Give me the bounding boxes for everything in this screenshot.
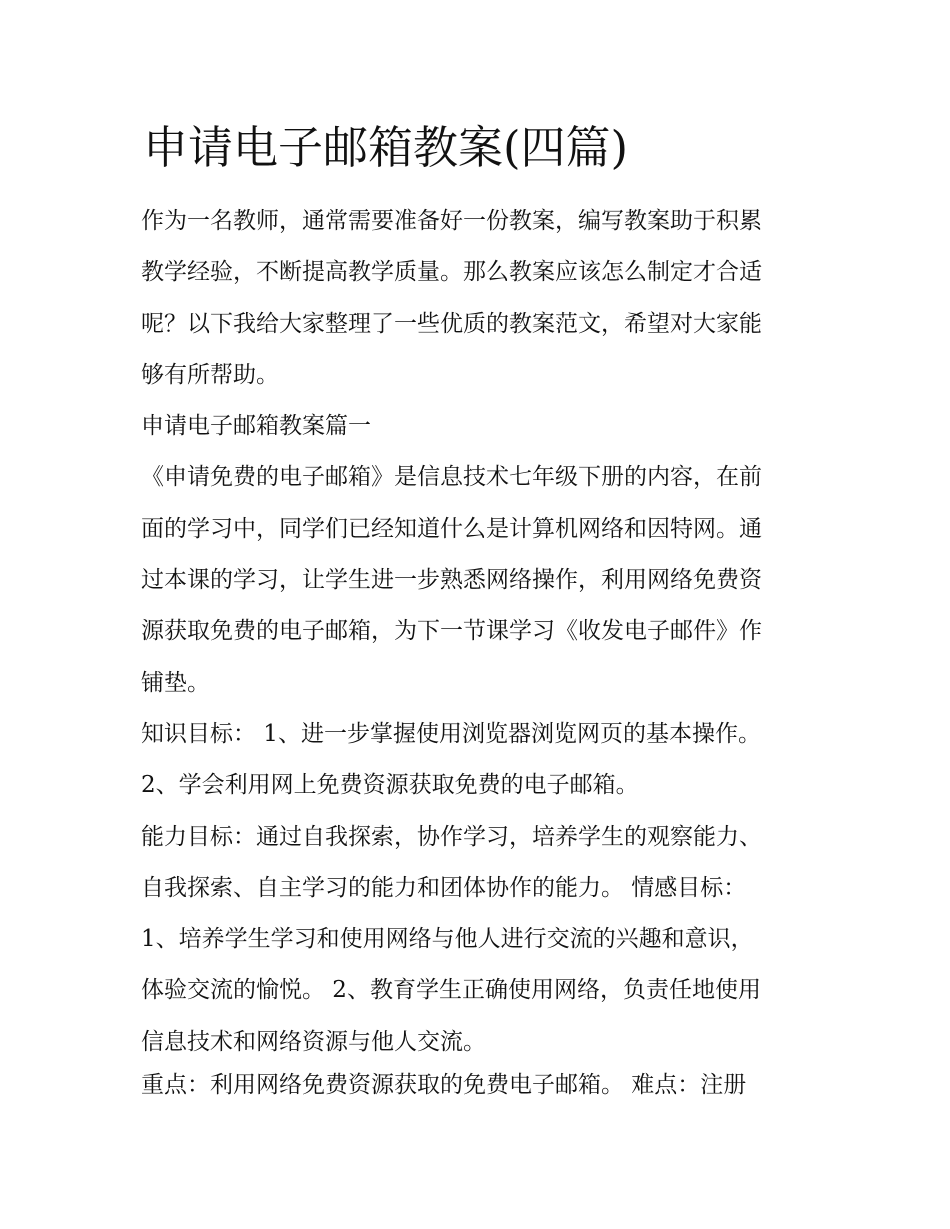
section-heading: 申请电子邮箱教案篇一	[141, 413, 371, 440]
text-line: 信息技术和网络资源与他人交流。	[141, 1028, 486, 1055]
text-line: 铺垫。	[141, 669, 210, 696]
text-line: 够有所帮助。	[141, 361, 279, 388]
text-line: 作为一名教师，通常需要准备好一份教案，编写教案助于积累	[141, 208, 762, 234]
text-line: 教学经验，不断提高教学质量。那么教案应该怎么制定才合适	[141, 259, 762, 286]
text-line: 体验交流的愉悦。 2、教育学生正确使用网络，负责任地使用	[141, 977, 761, 1004]
text-line: 知识目标： 1、进一步掌握使用浏览器浏览网页的基本操作。	[141, 720, 761, 747]
text-line: 《申请免费的电子邮箱》是信息技术七年级下册的内容，在前	[141, 464, 762, 491]
text-line: 源获取免费的电子邮箱，为下一节课学习《收发电子邮件》作	[141, 618, 762, 645]
text-line: 1、培养学生学习和使用网络与他人进行交流的兴趣和意识，	[141, 926, 754, 953]
text-line: 过本课的学习，让学生进一步熟悉网络操作，利用网络免费资	[141, 567, 762, 594]
document-title: 申请电子邮箱教案(四篇)	[143, 121, 629, 174]
text-line: 自我探索、自主学习的能力和团体协作的能力。 情感目标：	[141, 874, 747, 901]
text-line: 面的学习中，同学们已经知道什么是计算机网络和因特网。通	[141, 515, 762, 542]
text-line: 2、学会利用网上免费资源获取免费的电子邮箱。	[141, 772, 639, 799]
text-line: 重点：利用网络免费资源获取的免费电子邮箱。 难点：注册	[141, 1072, 747, 1098]
text-line: 能力目标：通过自我探索，协作学习，培养学生的观察能力、	[141, 823, 762, 850]
document-body	[141, 196, 821, 1068]
text-line: 呢？以下我给大家整理了一些优质的教案范文，希望对大家能	[141, 310, 762, 337]
